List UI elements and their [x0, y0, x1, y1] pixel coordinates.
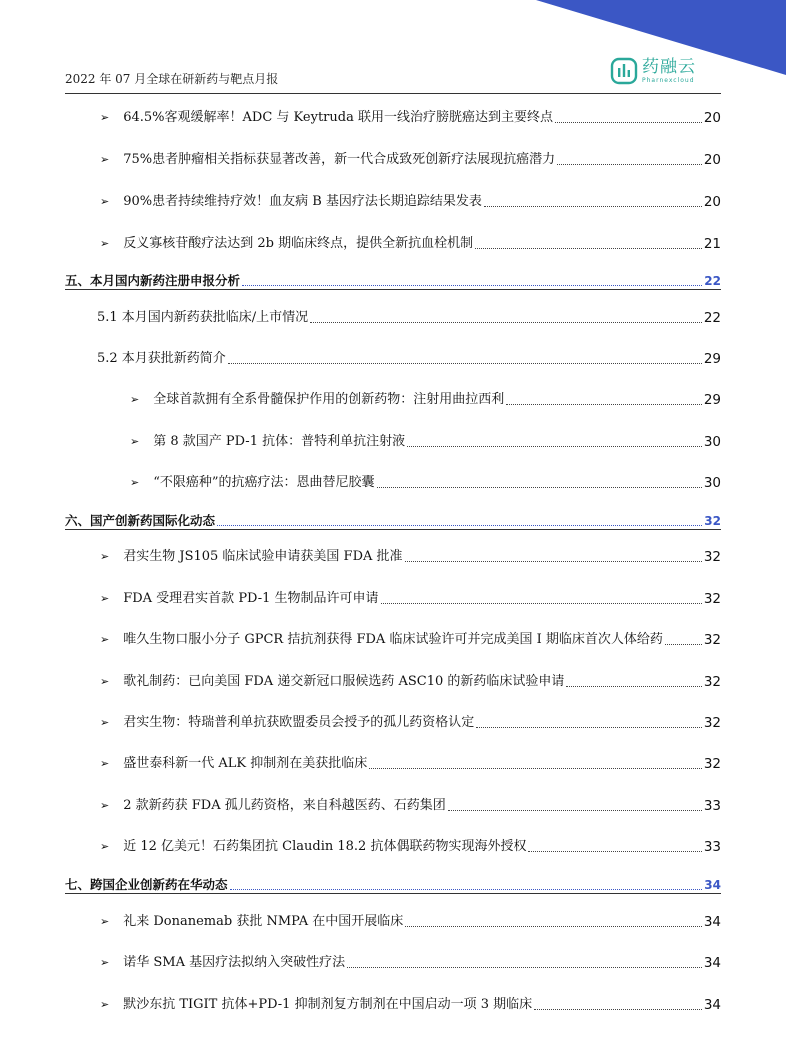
toc-entry-title: 反义寡核苷酸疗法达到 2b 期临床终点，提供全新抗血栓机制	[123, 236, 474, 251]
arrow-bullet-icon: ➢	[100, 195, 110, 208]
toc-entry-title: 七、跨国企业创新药在华动态	[65, 877, 228, 892]
dot-leader	[484, 206, 702, 207]
dot-leader	[475, 248, 702, 249]
dot-leader	[381, 603, 702, 604]
arrow-bullet-icon: ➢	[100, 840, 110, 853]
toc-entry-title: 近 12 亿美元！石药集团抗 Claudin 18.2 抗体偶联药物实现海外授权	[123, 839, 527, 854]
toc-page-number: 32	[704, 514, 721, 528]
arrow-bullet-icon: ➢	[100, 153, 110, 166]
toc-entry-title: 诺华 SMA 基因疗法拟纳入突破性疗法	[123, 955, 346, 970]
header-title: 2022 年 07 月全球在研新药与靶点月报	[65, 72, 279, 86]
toc-page-number: 30	[703, 434, 721, 450]
toc-page-number: 29	[703, 392, 721, 408]
toc-page-number: 34	[704, 878, 721, 892]
toc-entry[interactable]	[65, 831, 721, 855]
arrow-bullet-icon: ➢	[130, 476, 140, 489]
dot-leader	[528, 851, 701, 852]
toc-entry-title: 礼来 Donanemab 获批 NMPA 在中国开展临床	[123, 914, 404, 929]
toc-page-number: 34	[703, 914, 721, 930]
toc-entry[interactable]	[65, 302, 721, 326]
toc-page-number: 29	[703, 351, 721, 367]
dot-leader	[506, 404, 702, 405]
dot-leader	[665, 644, 702, 645]
toc-entry-title: 2 款新药获 FDA 孤儿药资格，来自科越医药、石药集团	[123, 798, 446, 813]
toc-entry-title: 唯久生物口服小分子 GPCR 拮抗剂获得 FDA 临床试验许可并完成美国 I 期临床首次人体给药	[123, 632, 663, 647]
toc-entry-title: 5.1 本月国内新药获批临床/上市情况	[97, 310, 309, 325]
toc-entry-title: 第 8 款国产 PD-1 抗体：普特利单抗注射液	[153, 434, 406, 449]
toc-entry-title: 盛世泰科新一代 ALK 抑制剂在美获批临床	[123, 756, 368, 771]
dot-leader	[407, 446, 702, 447]
arrow-bullet-icon: ➢	[130, 435, 140, 448]
toc-entry[interactable]	[65, 790, 721, 814]
toc-entry[interactable]	[65, 467, 721, 491]
arrow-bullet-icon: ➢	[100, 998, 110, 1011]
arrow-bullet-icon: ➢	[100, 592, 110, 605]
toc-entry[interactable]	[65, 707, 721, 731]
toc-entry[interactable]	[65, 144, 721, 168]
toc-page-number: 32	[703, 632, 721, 648]
toc-page-number: 33	[703, 839, 721, 855]
toc-entry[interactable]	[65, 748, 721, 772]
dot-leader	[534, 1009, 702, 1010]
toc-entry[interactable]	[65, 583, 721, 607]
toc-entry-title: “不限癌种”的抗癌疗法：恩曲替尼胶囊	[153, 475, 375, 490]
toc-entry-title: 君实生物：特瑞普利单抗获欧盟委员会授予的孤儿药资格认定	[123, 715, 475, 730]
toc-entry[interactable]	[65, 624, 721, 648]
toc-section-heading[interactable]	[65, 505, 721, 530]
dot-leader	[557, 164, 702, 165]
toc-entry[interactable]	[65, 947, 721, 971]
dot-leader	[369, 768, 702, 769]
toc-entry[interactable]	[65, 906, 721, 930]
dot-leader	[555, 122, 702, 123]
toc-entry-title: 君实生物 JS105 临床试验申请获美国 FDA 批准	[123, 549, 403, 564]
arrow-bullet-icon: ➢	[100, 550, 110, 563]
toc-entry-title: 六、国产创新药国际化动态	[65, 513, 216, 528]
toc-entry[interactable]	[65, 426, 721, 450]
toc-entry[interactable]	[65, 343, 721, 367]
dot-leader	[310, 322, 702, 323]
toc-entry-title: FDA 受理君实首款 PD-1 生物制品许可申请	[123, 591, 379, 606]
toc-entry[interactable]	[65, 102, 721, 126]
toc-entry-title: 64.5%客观缓解率！ADC 与 Keytruda 联用一线治疗膀胱癌达到主要终点	[123, 110, 553, 125]
dot-leader	[566, 686, 701, 687]
toc-page-number: 34	[703, 955, 721, 971]
toc-page-number: 32	[703, 549, 721, 565]
arrow-bullet-icon: ➢	[100, 757, 110, 770]
toc-page-number: 30	[703, 475, 721, 491]
toc-entry-title: 五、本月国内新药注册申报分析	[65, 273, 241, 288]
arrow-bullet-icon: ➢	[100, 675, 110, 688]
arrow-bullet-icon: ➢	[100, 716, 110, 729]
dot-leader	[230, 889, 703, 890]
toc-entry[interactable]	[65, 541, 721, 565]
toc-section-heading[interactable]	[65, 869, 721, 894]
dot-leader	[377, 487, 702, 488]
arrow-bullet-icon: ➢	[100, 111, 110, 124]
toc-page-number: 34	[703, 997, 721, 1013]
arrow-bullet-icon: ➢	[100, 237, 110, 250]
toc-entry[interactable]	[65, 384, 721, 408]
toc-entry-title: 90%患者持续维持疗效！血友病 B 基因疗法长期追踪结果发表	[123, 194, 482, 209]
arrow-bullet-icon: ➢	[100, 799, 110, 812]
dot-leader	[448, 810, 702, 811]
toc-page-number: 20	[703, 110, 721, 126]
dot-leader	[347, 967, 702, 968]
dot-leader	[228, 363, 702, 364]
arrow-bullet-icon: ➢	[100, 633, 110, 646]
toc-page-number: 22	[703, 310, 721, 326]
logo-chinese-text: 药融云	[642, 56, 696, 77]
toc-entry[interactable]	[65, 228, 721, 252]
dot-leader	[405, 561, 702, 562]
arrow-bullet-icon: ➢	[100, 956, 110, 969]
arrow-bullet-icon: ➢	[100, 915, 110, 928]
toc-page-number: 32	[703, 715, 721, 731]
toc-page-number: 21	[703, 236, 721, 252]
toc-page-number: 33	[703, 798, 721, 814]
toc-entry[interactable]	[65, 186, 721, 210]
toc-entry[interactable]	[65, 989, 721, 1013]
toc-page-number: 32	[703, 674, 721, 690]
toc-entry-title: 全球首款拥有全系骨髓保护作用的创新药物：注射用曲拉西利	[153, 392, 505, 407]
toc-page-number: 22	[704, 274, 721, 288]
toc-page-number: 20	[703, 152, 721, 168]
dot-leader	[217, 525, 702, 526]
toc-section-heading[interactable]	[65, 265, 721, 290]
arrow-bullet-icon: ➢	[130, 393, 140, 406]
toc-entry-title: 默沙东抗 TIGIT 抗体+PD-1 抑制剂复方制剂在中国启动一项 3 期临床	[123, 997, 533, 1012]
logo-english-text: Pharnexcloud	[642, 76, 695, 84]
toc-entry-title: 75%患者肿瘤相关指标获显著改善，新一代合成致死创新疗法展现抗癌潜力	[123, 152, 556, 167]
dot-leader	[405, 926, 702, 927]
toc-entry-title: 5.2 本月获批新药简介	[97, 351, 226, 366]
toc-entry[interactable]	[65, 666, 721, 690]
toc-page-number: 32	[703, 591, 721, 607]
toc-entry-title: 歌礼制药：已向美国 FDA 递交新冠口服候选药 ASC10 的新药临床试验申请	[123, 674, 565, 689]
toc-page-number: 20	[703, 194, 721, 210]
toc-page-number: 32	[703, 756, 721, 772]
dot-leader	[242, 285, 702, 286]
dot-leader	[476, 727, 702, 728]
